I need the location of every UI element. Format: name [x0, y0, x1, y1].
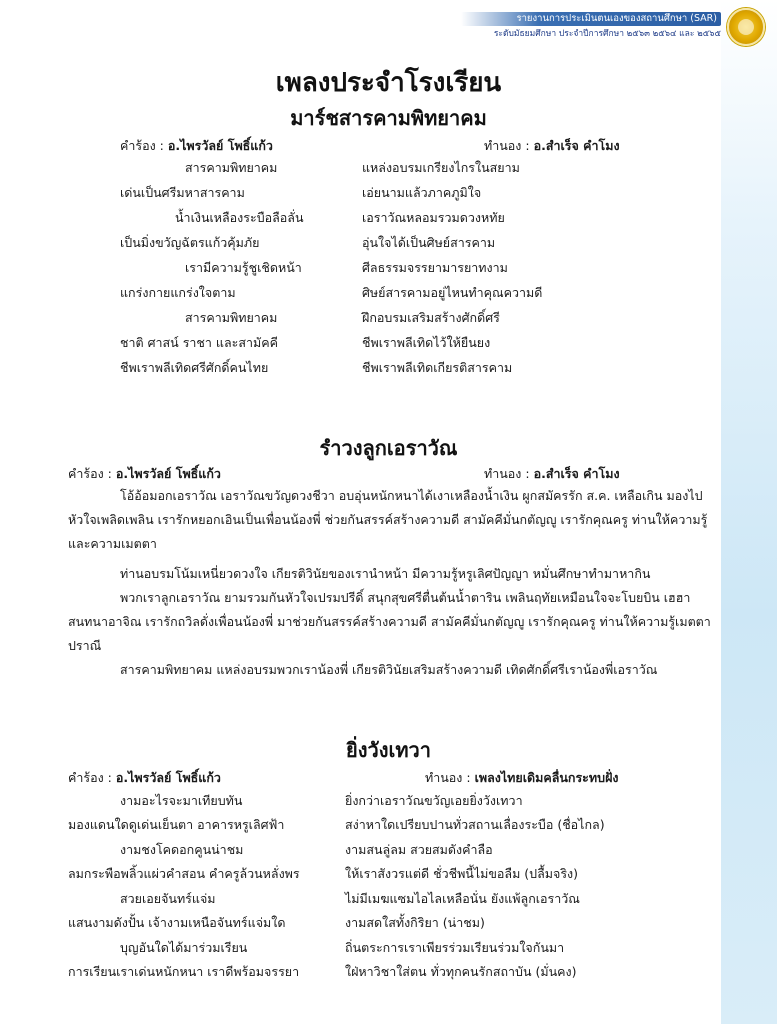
composer-name: เพลงไทยเดิมคลื่นกระทบฝั่ง [474, 770, 619, 785]
lyric-line: งามอะไรจะมาเทียบทัน [120, 793, 243, 808]
lyric-line: อุ่นใจได้เป็นศิษย์สารคาม [362, 235, 496, 250]
lyric-paragraph: สารคามพิทยาคม แหล่งอบรมพวกเราน้องพี่ เกียรติวินัยเสริมสร้างความดี เทิดศักดิ์ศรีเราน้องพี่เอราวัณ [120, 662, 658, 677]
lyric-line: งามสดใสทั้งกิริยา (น่าชม) [345, 915, 485, 930]
lyric-line: บุญอันใดได้มาร่วมเรียน [120, 940, 248, 955]
lyric-line: แกร่งกายแกร่งใจตาม [120, 285, 236, 300]
lyric-line: งามชงโคดอกคูนน่าชม [120, 842, 244, 857]
lyric-line: สวยเอยจันทร์แจ่ม [120, 891, 216, 906]
header-subtitle: ระดับมัธยมศึกษา ประจำปีการศึกษา ๒๕๖๓ ๒๕๖๔ และ ๒๕๖๕ [493, 29, 721, 39]
lyric-line: สารคามพิทยาคม [185, 310, 278, 325]
lyric-label: คำร้อง : [68, 770, 116, 785]
lyric-paragraph: โอ้อ้อมอกเอราวัณ เอราวัณขวัญดวงชีวา อบอุ่นหนักหนาได้เงาเหลืองน้ำเงิน ผูกสมัครรัก ส.ค. เหลือเกิน มองไปหัวใจเพลิดเพลิน เรารักหยอกเอินเป็นเพื่อนน้องพี่ ช่วยกันสรรค์สร้างความดี สามัคคีมั่นกตัญญู เรารักคุณครู ท่านให้ความรู้และความเมตตา [68, 488, 708, 551]
song2-composer [484, 464, 620, 484]
page-header [349, 6, 769, 50]
song1-lyricist [120, 136, 273, 156]
lyricist-name: อ.ไพรวัลย์ โพธิ์แก้ว [115, 770, 221, 785]
side-decoration-strip [721, 0, 777, 1024]
lyric-line: ถิ่นตระการเราเพียรร่วมเรียนร่วมใจกันมา [345, 940, 565, 955]
composer-name: อ.สำเร็จ คำโมง [533, 138, 620, 153]
lyricist-name: อ.ไพรวัลย์ โพธิ์แก้ว [167, 138, 273, 153]
lyric-line: งามสนลู่ลม สวยสมดังคำลือ [345, 842, 493, 857]
lyric-line: เอราวัณหลอมรวมดวงหทัย [362, 210, 505, 225]
lyric-line: ไม่มีเมฆแซมไอไลเหลือนั่น ยังแพ้ลูกเอราวัณ [345, 891, 580, 906]
lyric-line: ยิ่งกว่าเอราวัณขวัญเอยยิ่งวังเทวา [345, 793, 523, 808]
lyric-line: ชีพเราพลีเทิดไว้ให้ยืนยง [362, 335, 491, 350]
composer-label: ทำนอง : [425, 770, 475, 785]
lyric-line: น้ำเงินเหลืองระบือลือลั่น [175, 210, 304, 225]
lyric-line: ใฝ่หาวิชาใส่ตน ทั่วทุกคนรักสถาบัน (มั่นคง) [345, 964, 577, 979]
composer-name: อ.สำเร็จ คำโมง [533, 466, 620, 481]
header-title: รายงานการประเมินตนเองของสถานศึกษา (SAR) [516, 13, 717, 24]
lyric-line: ฝึกอบรมเสริมสร้างศักดิ์ศรี [362, 310, 500, 325]
song1-composer [484, 136, 620, 156]
lyric-line: การเรียนเราเด่นหนักหนา เราดีพร้อมจรรยา [68, 964, 300, 979]
song3-lyricist [68, 768, 221, 788]
lyric-line: เอ่ยนามแล้วภาคภูมิใจ [362, 185, 482, 200]
page-title: เพลงประจำโรงเรียน [275, 68, 502, 98]
composer-label: ทำนอง : [484, 138, 534, 153]
song3-composer [425, 768, 619, 788]
lyric-line: ชีพเราพลีเทิดเกียรติสารคาม [362, 360, 513, 375]
lyric-paragraph: ท่านอบรมโน้มเหนี่ยวดวงใจ เกียรติวินัยของเรานำหน้า มีความรู้หรูเลิศปัญญา หมั่นศึกษาทำมาหากิน [120, 566, 651, 581]
lyric-line: ศีลธรรมจรรยามารยาทงาม [362, 260, 508, 275]
lyric-label: คำร้อง : [120, 138, 168, 153]
lyric-line: ชีพเราพลีเทิดศรีศักดิ์คนไทย [120, 360, 269, 375]
song2-title: รำวงลูกเอราวัณ [319, 436, 458, 460]
lyric-line: เรามีความรู้ชูเชิดหน้า [185, 260, 302, 275]
lyric-label: คำร้อง : [68, 466, 116, 481]
lyric-line: สง่าหาใดเปรียบปานทั่วสถานเลื่องระบือ (ชื่อไกล) [345, 817, 605, 832]
lyric-line: แหล่งอบรมเกรียงไกรในสยาม [362, 160, 520, 175]
lyric-paragraph: พวกเราลูกเอราวัณ ยามรวมกันหัวใจเปรมปรีดิ์ สนุกสุขศรีตื่นต้นน้ำตาริน เพลินฤทัยเหมือนใจจะโบยบิน เฮฮาสนทนาอาจิณ เรารักถวิลดั่งเพื่อนน้องพี่ มาช่วยกันสรรค์สร้างความดี สามัคคีมั่นกตัญญู เรารักคุณครู ท่านให้ความรู้เมตตาปราณี [68, 590, 711, 653]
lyric-line: ชาติ ศาสน์ ราชา และสามัคคี [120, 335, 278, 350]
lyric-line: ศิษย์สารคามอยู่ไหนทำคุณความดี [362, 285, 543, 300]
lyric-line: ให้เราสังวรแต่ดี ชั่วชีพนี้ไม่ขอลืม (ปลื้มจริง) [345, 866, 579, 881]
song3-title: ยิ่งวังเทวา [346, 738, 431, 762]
lyric-line: มองแดนใดดูเด่นเย็นตา อาคารหรูเลิศฟ้า [68, 817, 285, 832]
song2-lyricist [68, 464, 221, 484]
lyric-line: แสนงามดังปั้น เจ้างามเหนือจันทร์แจ่มใด [68, 915, 286, 930]
header-band [461, 12, 721, 26]
lyric-line: เด่นเป็นศรีมหาสารคาม [120, 185, 245, 200]
composer-label: ทำนอง : [484, 466, 534, 481]
song1-title: มาร์ชสารคามพิทยาคม [290, 106, 487, 130]
lyricist-name: อ.ไพรวัลย์ โพธิ์แก้ว [115, 466, 221, 481]
lyric-line: ลมกระพือพลิ้วแผ่วคำสอน คำครูล้วนหลั่งพร [68, 866, 300, 881]
school-seal-icon [727, 8, 765, 46]
lyric-line: เป็นมิ่งขวัญฉัตรแก้วคุ้มภัย [120, 235, 260, 250]
lyric-line: สารคามพิทยาคม [185, 160, 278, 175]
